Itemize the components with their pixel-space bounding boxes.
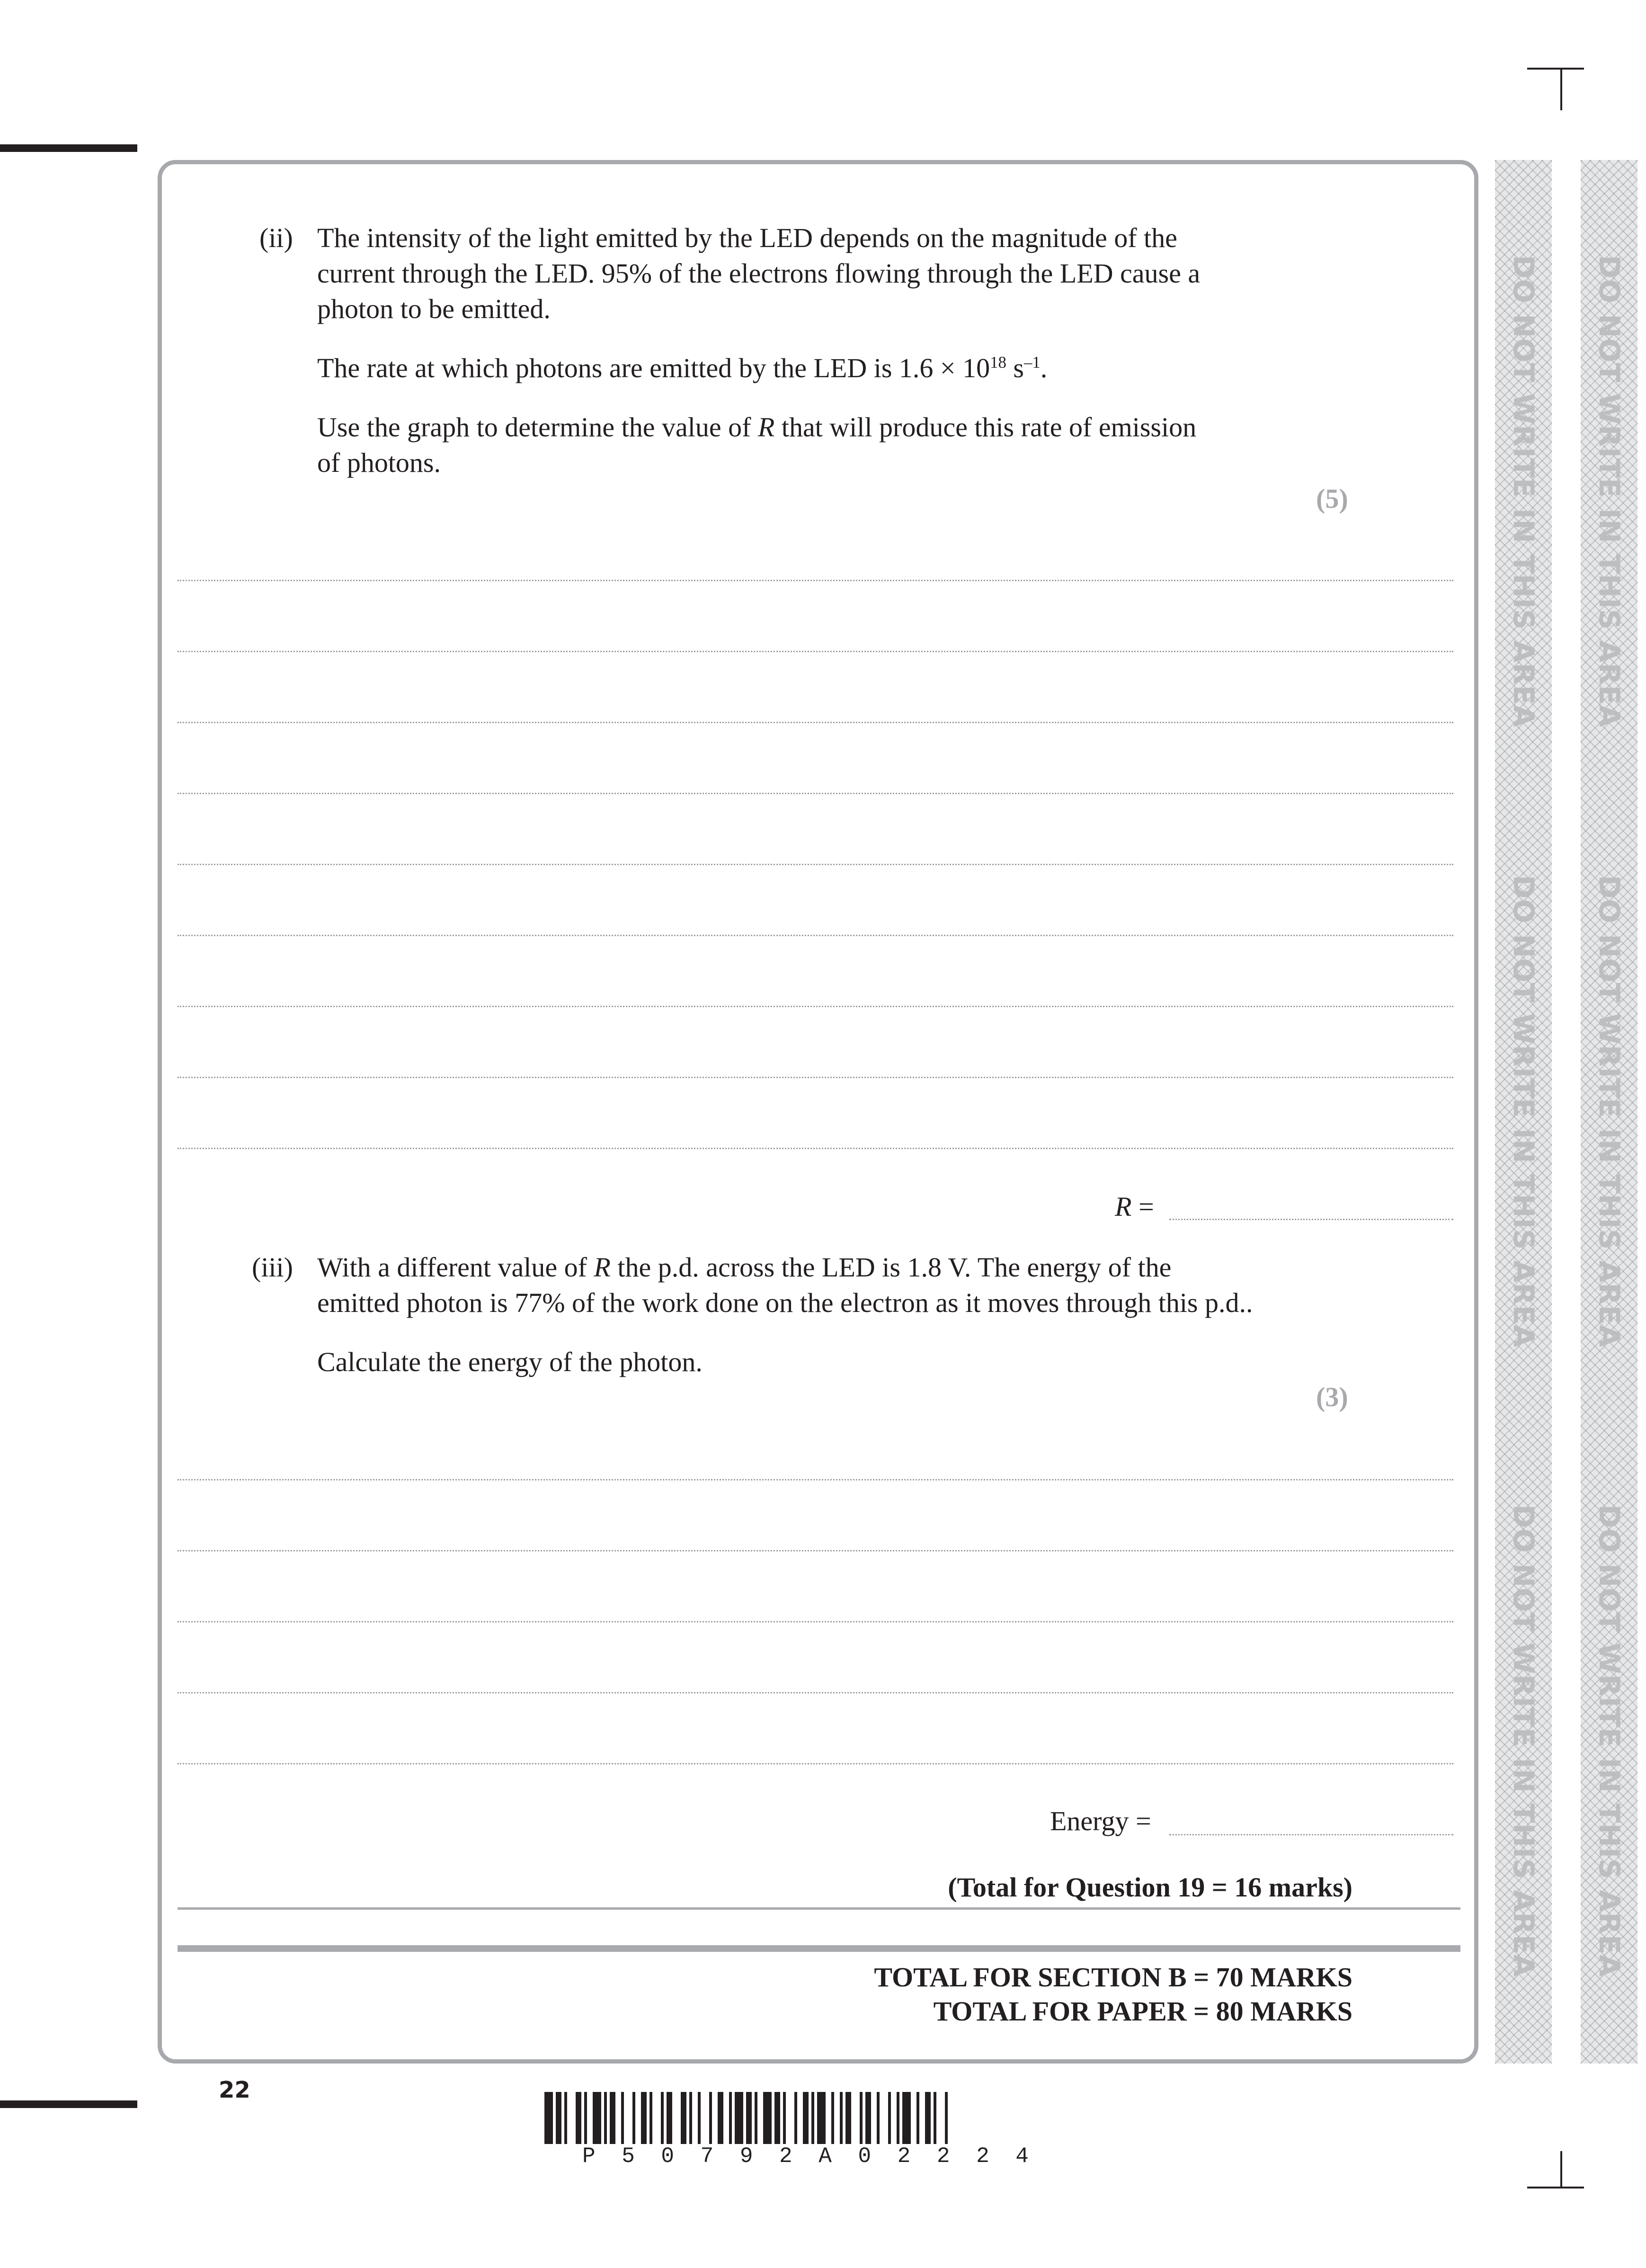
answer-line[interactable]: [178, 651, 1453, 652]
barcode-bar: [794, 2092, 797, 2144]
barcode-bar: [746, 2092, 752, 2144]
question-text: current through the LED. 95% of the electrons flowing through the LED cause a: [317, 258, 1201, 289]
do-not-write-label: DO NOT WRITE IN THIS AREA: [1507, 1504, 1540, 1977]
do-not-write-margin: [1495, 160, 1552, 2064]
answer-line[interactable]: [178, 1763, 1453, 1764]
barcode-text: P 5 0 7 9 2 A 0 2 2 2 4: [582, 2144, 1035, 2169]
question-text: The intensity of the light emitted by the LED depends on the magnitude of the: [317, 222, 1177, 253]
barcode-bar: [840, 2092, 843, 2144]
part-ii-question: [317, 220, 1406, 480]
barcode-bar: [783, 2092, 786, 2144]
barcode-bar: [811, 2092, 814, 2144]
barcode-bar: [593, 2092, 601, 2144]
answer-line[interactable]: [178, 1148, 1453, 1149]
crop-mark: [1527, 68, 1584, 70]
barcode-bar: [604, 2092, 607, 2144]
barcode-bar: [755, 2092, 757, 2144]
crop-mark: [1527, 2187, 1584, 2188]
question-text: emitted photon is 77% of the work done on the electron as it moves through this p.d..: [317, 1287, 1253, 1318]
question-text: of photons.: [317, 447, 441, 478]
question-text: Use the graph to determine the value of R that will produce this rate of emission: [317, 412, 1197, 443]
crop-mark: [1560, 68, 1562, 110]
section-total: TOTAL FOR SECTION B = 70 MARKS: [874, 1962, 1352, 1993]
barcode: [544, 2092, 1112, 2149]
barcode-bar: [556, 2092, 561, 2144]
part-iii-question: [317, 1249, 1406, 1380]
answer-line[interactable]: [178, 793, 1453, 794]
barcode-bar: [576, 2092, 581, 2144]
barcode-bar: [934, 2092, 936, 2144]
barcode-bar: [803, 2092, 809, 2144]
question-text: With a different value of R the p.d. across the LED is 1.8 V. The energy of the: [317, 1252, 1172, 1283]
answer-line[interactable]: [178, 580, 1453, 581]
barcode-bar: [860, 2092, 863, 2144]
barcode-bar: [925, 2092, 931, 2144]
answer-line[interactable]: [178, 1006, 1453, 1007]
do-not-write-margin: [1581, 160, 1637, 2064]
barcode-bar: [632, 2092, 635, 2144]
r-answer-label: R =: [1115, 1191, 1154, 1222]
barcode-bar: [667, 2092, 672, 2144]
question-total: (Total for Question 19 = 16 marks): [948, 1872, 1352, 1903]
divider: [178, 1907, 1460, 1910]
barcode-bar: [865, 2092, 871, 2144]
marks-label: (3): [1316, 1382, 1348, 1412]
barcode-bar: [916, 2092, 919, 2144]
barcode-bar: [689, 2092, 692, 2144]
barcode-bar: [584, 2092, 587, 2144]
barcode-bar: [897, 2092, 899, 2144]
energy-answer-label: Energy =: [1050, 1806, 1151, 1836]
answer-line[interactable]: [178, 935, 1453, 936]
answer-line[interactable]: [178, 722, 1453, 723]
paper-total: TOTAL FOR PAPER = 80 MARKS: [933, 1996, 1352, 2027]
crop-mark: [1560, 2151, 1562, 2188]
answer-line[interactable]: [178, 1077, 1453, 1078]
barcode-bar: [621, 2092, 624, 2144]
barcode-bar: [650, 2092, 652, 2144]
page-number: 22: [219, 2077, 250, 2103]
question-text: The rate at which photons are emitted by the LED is $1.6 \times 10^{18}$ $s^{-1}$.: [317, 353, 1048, 383]
barcode-bar: [763, 2092, 772, 2144]
energy-answer-line[interactable]: [1169, 1834, 1453, 1835]
part-ii-number: (ii): [259, 222, 293, 253]
barcode-bar: [888, 2092, 891, 2144]
marks-label: (5): [1316, 483, 1348, 514]
barcode-bar: [945, 2092, 948, 2144]
part-iii-number: (iii): [252, 1252, 293, 1283]
do-not-write-label: DO NOT WRITE IN THIS AREA: [1507, 875, 1540, 1348]
answer-line[interactable]: [178, 1692, 1453, 1693]
barcode-bar: [902, 2092, 911, 2144]
barcode-bar: [718, 2092, 723, 2144]
do-not-write-label: DO NOT WRITE IN THIS AREA: [1593, 875, 1626, 1348]
registration-bar: [0, 144, 137, 152]
barcode-bar: [681, 2092, 686, 2144]
question-text: photon to be emitted.: [317, 293, 551, 324]
barcode-bar: [661, 2092, 664, 2144]
answer-line[interactable]: [178, 1479, 1453, 1480]
answer-line[interactable]: [178, 864, 1453, 865]
barcode-bar: [544, 2092, 553, 2144]
barcode-bar: [774, 2092, 780, 2144]
barcode-bar: [564, 2092, 567, 2144]
barcode-bar: [831, 2092, 834, 2144]
barcode-bar: [845, 2092, 851, 2144]
barcode-bar: [698, 2092, 701, 2144]
barcode-bar: [735, 2092, 743, 2144]
barcode-bar: [817, 2092, 826, 2144]
barcode-bar: [877, 2092, 880, 2144]
question-text: Calculate the energy of the photon.: [317, 1347, 703, 1377]
barcode-bar: [709, 2092, 712, 2144]
registration-bar: [0, 2100, 137, 2108]
answer-line[interactable]: [178, 1550, 1453, 1551]
do-not-write-label: DO NOT WRITE IN THIS AREA: [1507, 255, 1540, 728]
barcode-bar: [729, 2092, 732, 2144]
barcode-bar: [610, 2092, 615, 2144]
r-answer-line[interactable]: [1169, 1219, 1453, 1220]
answer-line[interactable]: [178, 1621, 1453, 1622]
do-not-write-label: DO NOT WRITE IN THIS AREA: [1593, 1504, 1626, 1977]
divider-thick: [178, 1945, 1460, 1952]
do-not-write-label: DO NOT WRITE IN THIS AREA: [1593, 255, 1626, 728]
barcode-bar: [641, 2092, 647, 2144]
